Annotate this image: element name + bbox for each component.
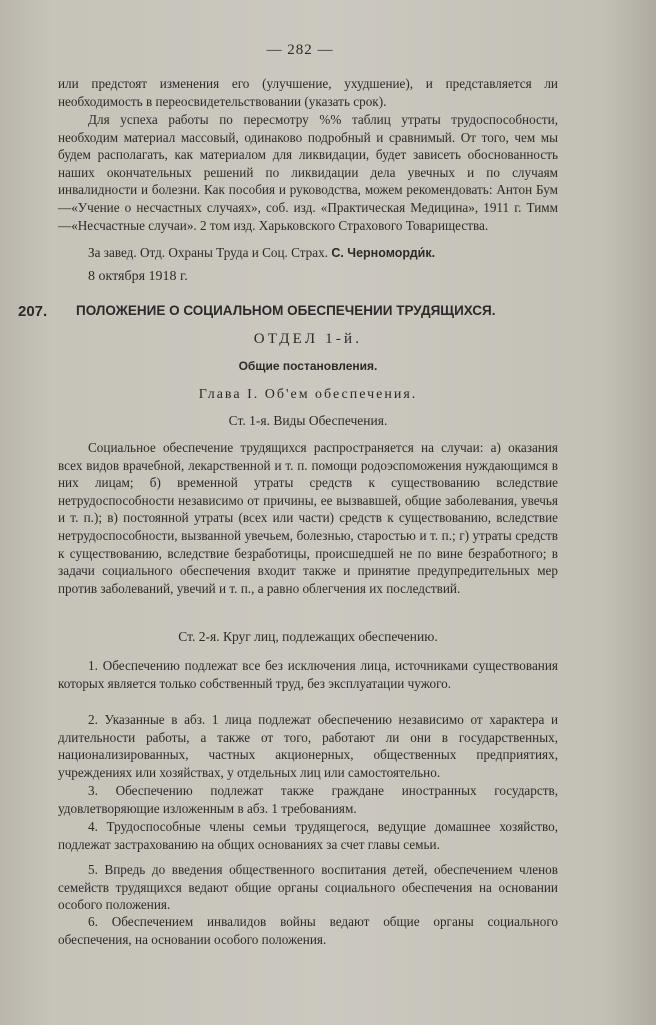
article-1-heading: Ст. 1-я. Виды Обеспечения. (228, 413, 388, 428)
section-heading: ОТДЕЛ 1-й. (253, 331, 363, 347)
article-1-text: Социальное обеспечение трудящихся распространяется на случаи: а) оказания всех видов врачебной, лекарственной и т. п. помощи родоэспоможения нуждающимся в них лицам; б) временной утраты средств к существованию вследствие нетрудоспособности независимо от причины, ее вызвавшей, общие заболевания, увечья и т. п.); в) постоянной утраты (всех или части) средств к существованию, вследствие нетрудоспособности, вызванной увечьем, болезнью, старостью и т. п.; г) утраты средств к существованию, вследствие безработицы, происшедшей не по вине безработного; в задачи социального обеспечения входит также и принятие предупредительных мер против заболеваний, увечий и т. п., а равно облегчения их последствий. (58, 440, 558, 596)
article-2-item: 5. Впредь до введения общественного воспитания детей, обеспечением членов семейств трудящихся ведают общие органы социального обеспечения на основании особого положения. (58, 862, 558, 913)
article-2-item: 2. Указанные в абз. 1 лица подлежат обеспечению независимо от характера и длительности работы, а также от того, работают ли они в государственных, национализированных, частных акционерных, общественных предприятиях, учреждениях или хозяйствах, у отдельных лиц или самостоятельно. (58, 712, 558, 780)
signature-name: С. Черноморди́к. (331, 246, 436, 260)
article-2-heading: Ст. 2-я. Круг лиц, подлежащих обеспечению. (178, 629, 438, 644)
date-line: 8 октября 1918 г. (88, 269, 188, 284)
document-number: 207. (18, 303, 48, 320)
intro-paragraph-2: Для успеха работы по пересмотру %% таблиц утраты трудоспособности, необходим материал массовый, одинаково подробный и сравнимый. От того, чем мы будем располагать, как материалом для ликвидации, будет зависеть обоснованность наших окончательных решений по ликвидации дела увечных и по случаям инвалидности и болезни. Как пособия и руководства, можем рекомендовать: Антон Бум—«Учение о несчастных случаях», соб. изд. «Практическая Медицина», 1911 г. Тимм—«Несчастные случаи». 2 том изд. Харьковского Страхового Товарищества. (58, 112, 558, 233)
signature-prefix: За завед. Отд. Охраны Труда и Соц. Страх. (88, 245, 329, 260)
article-2-item: 4. Трудоспособные члены семьи трудящегося, ведущие домашнее хозяйство, подлежат застрахованию на общих основаниях за счет главы семьи. (58, 819, 558, 852)
article-2-item: 1. Обеспечению подлежат все без исключения лица, источниками существования которых является только собственный труд, без эксплуатации чужого. (58, 658, 558, 691)
page-number: — 282 — (266, 42, 334, 58)
signature-line (58, 244, 558, 263)
article-2-item: 3. Обеспечению подлежат также граждане иностранных государств, удовлетворяющие изложенным в абз. 1 требованиям. (58, 783, 558, 816)
section-subtitle: Общие постановления. (238, 359, 378, 373)
intro-paragraph-1: или предстоят изменения его (улучшение, ухудшение), и представляется ли необходимость в переосвидетельствовании (указать срок). (58, 76, 558, 109)
article-2-item: 6. Обеспечением инвалидов войны ведают общие органы социального обеспечения, на основании особого положения. (58, 914, 558, 947)
chapter-heading: Глава I. Об'ем обеспечения. (198, 387, 418, 402)
document-title: ПОЛОЖЕНИЕ О СОЦИАЛЬНОМ ОБЕСПЕЧЕНИИ ТРУДЯЩИХСЯ. (76, 303, 496, 318)
